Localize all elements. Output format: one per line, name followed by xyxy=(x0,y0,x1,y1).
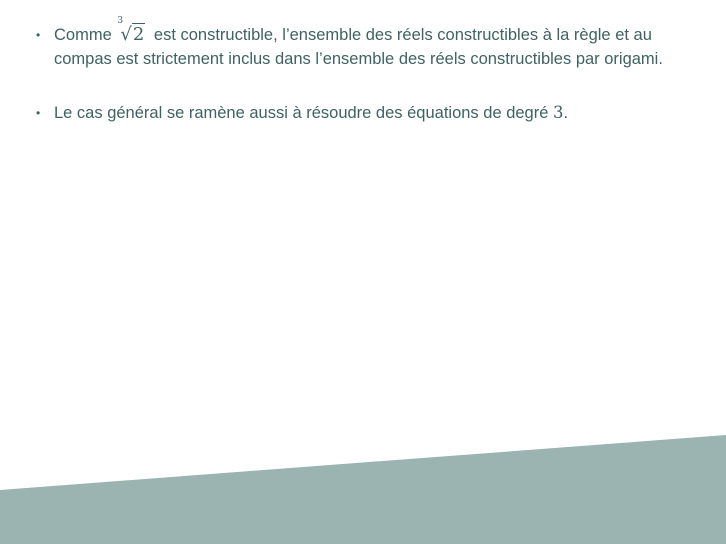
bullet-text-before: Comme xyxy=(54,26,112,44)
root-index: 3 xyxy=(117,16,124,26)
bullet-marker: • xyxy=(36,28,41,42)
bullet-marker: • xyxy=(36,106,41,120)
degree-value: 3 xyxy=(553,103,564,122)
bullet-text-after: . xyxy=(563,104,569,122)
radical-sign: √ xyxy=(120,24,132,45)
bullet-text-after: est constructible, l’ensemble des réels constructibles à la règle et au compas est strictement inclus dans l’ensemble des réels constructibles par origami. xyxy=(54,26,663,68)
footer-slanted-band xyxy=(0,435,726,544)
bullet-text-before: Le cas général se ramène aussi à résoudre des équations de degré xyxy=(54,104,549,122)
radicand: 2 xyxy=(132,24,145,45)
